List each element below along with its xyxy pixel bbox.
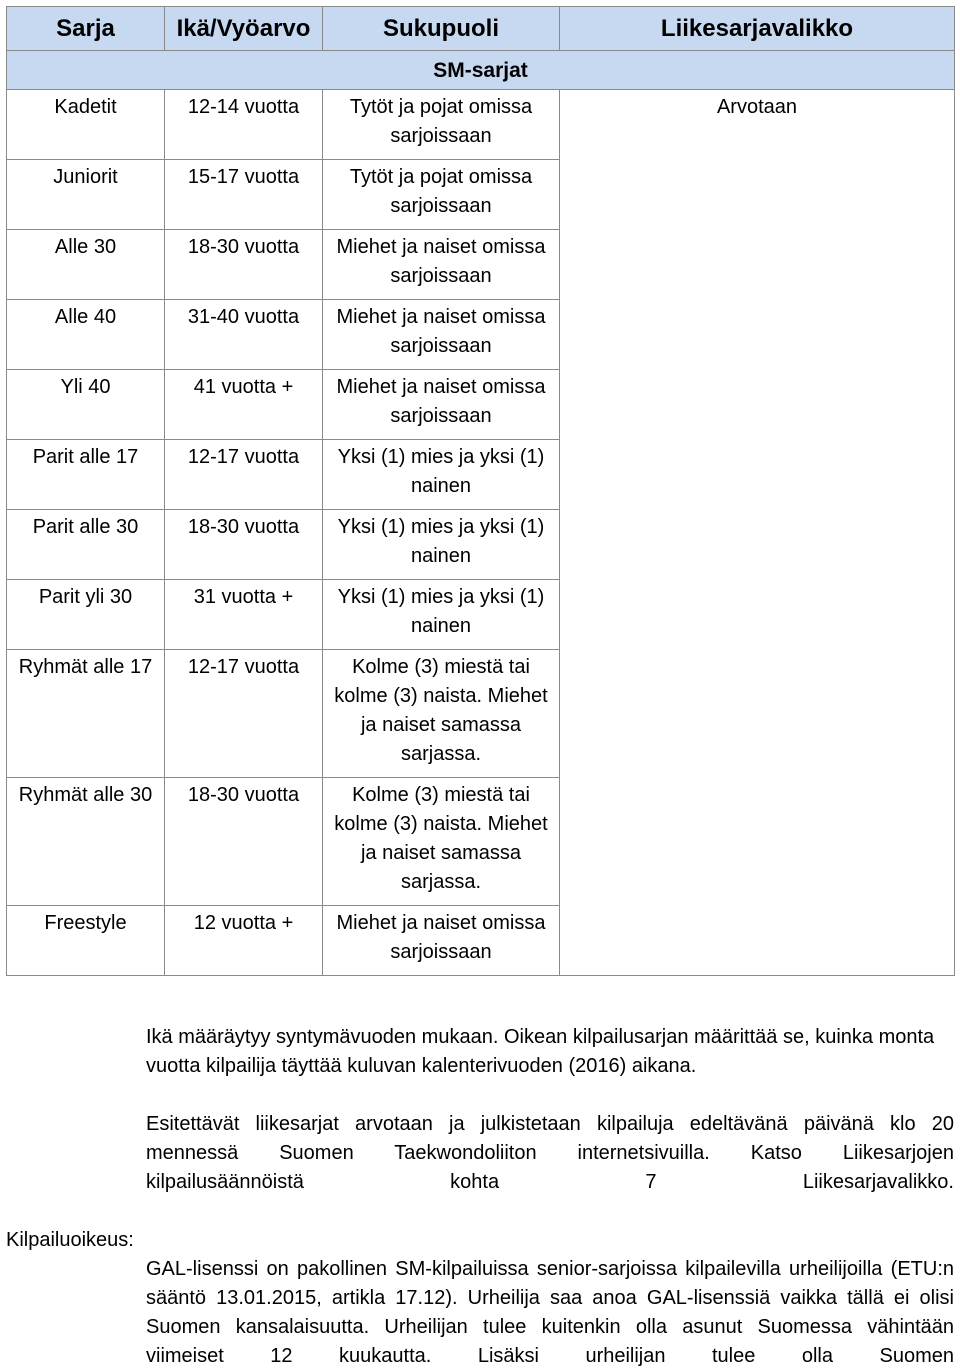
table-header-row xyxy=(7,7,955,51)
cell-ika: 31 vuotta + xyxy=(165,580,323,650)
cell-sukupuoli: Yksi (1) mies ja yksi (1) nainen xyxy=(323,580,560,650)
cell-ika: 12 vuotta + xyxy=(165,906,323,976)
cell-ika: 15-17 vuotta xyxy=(165,160,323,230)
subheader-sm-sarjat: SM-sarjat xyxy=(7,51,955,90)
cell-sarja: Alle 40 xyxy=(7,300,165,370)
cell-sukupuoli: Miehet ja naiset omissa sarjoissaan xyxy=(323,230,560,300)
header-sarja: Sarja xyxy=(7,7,165,51)
cell-sarja: Yli 40 xyxy=(7,370,165,440)
cell-sarja: Kadetit xyxy=(7,90,165,160)
cell-sarja: Freestyle xyxy=(7,906,165,976)
eligibility-label: Kilpailuoikeus: xyxy=(6,1229,134,1251)
table-row xyxy=(7,90,955,160)
cell-sarja: Ryhmät alle 30 xyxy=(7,778,165,906)
cell-sukupuoli: Kolme (3) miestä tai kolme (3) naista. Miehet ja naiset samassa sarjassa. xyxy=(323,778,560,906)
cell-liikesarjavalikko-merged: Arvotaan xyxy=(560,90,955,976)
cell-sarja: Juniorit xyxy=(7,160,165,230)
cell-sukupuoli: Miehet ja naiset omissa sarjoissaan xyxy=(323,300,560,370)
cell-sarja: Parit alle 17 xyxy=(7,440,165,510)
cell-ika: 12-14 vuotta xyxy=(165,90,323,160)
eligibility-text: GAL-lisenssi on pakollinen SM-kilpailuissa senior-sarjoissa kilpailevilla urheilijoilla (ETU:n sääntö 13.01.2015, artikla 17.12). Urheilija saa anoa GAL-lisenssiä vaikka tällä ei olisi Suomen kansalaisuutta. Urheilijan tulee kuitenkin olla asunut Suomessa vähintään viimeiset 12 kuukautta. Lisäksi urheilijan tulee olla Suomen xyxy=(146,1258,954,1367)
competition-classes-table xyxy=(6,6,955,976)
cell-sarja: Alle 30 xyxy=(7,230,165,300)
age-note: Ikä määräytyy syntymävuoden mukaan. Oikean kilpailusarjan määrittää se, kuinka monta vuotta kilpailija täyttää kuluvan kalenterivuoden (2016) aikana. xyxy=(146,1026,935,1077)
cell-sukupuoli: Tytöt ja pojat omissa sarjoissaan xyxy=(323,160,560,230)
cell-sukupuoli: Kolme (3) miestä tai kolme (3) naista. Miehet ja naiset samassa sarjassa. xyxy=(323,650,560,778)
cell-ika: 18-30 vuotta xyxy=(165,778,323,906)
forms-note xyxy=(146,1110,954,1197)
cell-sukupuoli: Yksi (1) mies ja yksi (1) nainen xyxy=(323,510,560,580)
cell-ika: 41 vuotta + xyxy=(165,370,323,440)
header-liikesarjavalikko: Liikesarjavalikko xyxy=(560,7,955,51)
cell-ika: 12-17 vuotta xyxy=(165,650,323,778)
cell-sarja: Ryhmät alle 17 xyxy=(7,650,165,778)
cell-sarja: Parit yli 30 xyxy=(7,580,165,650)
cell-sukupuoli: Tytöt ja pojat omissa sarjoissaan xyxy=(323,90,560,160)
cell-ika: 31-40 vuotta xyxy=(165,300,323,370)
cell-sukupuoli: Yksi (1) mies ja yksi (1) nainen xyxy=(323,440,560,510)
cell-ika: 18-30 vuotta xyxy=(165,510,323,580)
cell-sukupuoli: Miehet ja naiset omissa sarjoissaan xyxy=(323,906,560,976)
header-ika: Ikä/Vyöarvo xyxy=(165,7,323,51)
forms-note-main: Esitettävät liikesarjat arvotaan ja julkistetaan kilpailuja edeltävänä päivänä klo 20 mennessä Suomen Taekwondoliiton internetsivuilla. Katso Liikesarjojen xyxy=(146,1113,954,1164)
forms-note-last-line: kilpailusäännöistä kohta 7 Liikesarjavalikko. xyxy=(146,1171,954,1193)
table-subheader-row xyxy=(7,51,955,90)
cell-ika: 12-17 vuotta xyxy=(165,440,323,510)
header-sukupuoli: Sukupuoli xyxy=(323,7,560,51)
cell-ika: 18-30 vuotta xyxy=(165,230,323,300)
cell-sarja: Parit alle 30 xyxy=(7,510,165,580)
cell-sukupuoli: Miehet ja naiset omissa sarjoissaan xyxy=(323,370,560,440)
